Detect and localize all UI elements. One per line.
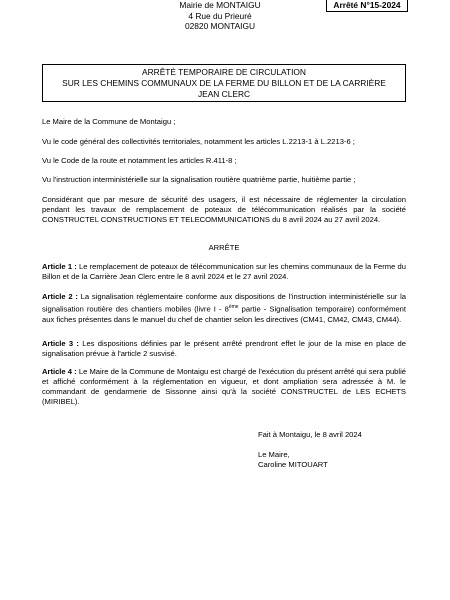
paragraph-considerant: Considérant que par mesure de sécurité des usagers, il est nécessaire de réglementer la circulation pendant les travaux de remplacement de poteaux de télécommunication réalisés par la société CONSTRUCTEL CONSTRUCTIONS ET TELECOMMUNICATIONS du 8 avril 2024 au 27 avril 2024. xyxy=(42,195,406,224)
title-line-2: SUR LES CHEMINS COMMUNAUX DE LA FERME DU BILLON ET DE LA CARRIÈRE xyxy=(62,78,386,88)
paragraph-vu-instruction: Vu l'instruction interministérielle sur la signalisation routière quatrième partie, huitième partie ; xyxy=(42,175,356,184)
signature-name: Caroline MITOUART xyxy=(258,460,328,469)
article-2-label: Article 2 : xyxy=(42,292,78,301)
article-4 xyxy=(42,367,406,407)
arrete-reference: Arrêté N°15-2024 xyxy=(326,0,408,12)
document-title-box xyxy=(42,64,406,102)
article-2-superscript: ème xyxy=(228,304,239,310)
article-2-text-b: partie - Signalisation temporaire) conformément aux fiches présentes dans le manuel du chef de chantier selon les directives (CM41, CM42, CM43, CM44). xyxy=(42,304,406,324)
paragraph-maire: Le Maire de la Commune de Montaigu ; xyxy=(42,117,176,126)
article-1 xyxy=(42,262,406,282)
signature-place-date: Fait à Montaigu, le 8 avril 2024 xyxy=(258,430,362,439)
article-4-label: Article 4 : xyxy=(42,367,77,376)
mairie-street: 4 Rue du Prieuré xyxy=(188,10,252,21)
article-3-label: Article 3 : xyxy=(42,339,79,348)
title-line-3: JEAN CLERC xyxy=(197,89,251,99)
title-line-1: ARRÊTÉ TEMPORAIRE DE CIRCULATION xyxy=(142,67,306,77)
paragraph-vu-cgct: Vu le code général des collectivités territoriales, notamment les articles L.2213-1 à L.2213-6 ; xyxy=(42,137,355,146)
article-3 xyxy=(42,339,406,359)
mairie-address xyxy=(150,0,290,32)
mairie-name: Mairie de MONTAIGU xyxy=(179,0,261,10)
mairie-city: 02820 MONTAIGU xyxy=(184,21,256,31)
article-1-text: Le remplacement de poteaux de télécommunication sur les chemins communaux de la Ferme du Billon et de la Carrière Jean Clerc entre le 8 avril 2024 et le 27 avril 2024. xyxy=(42,262,407,281)
article-2-text-a: La signalisation réglementaire conforme aux dispositions de l'instruction interministérielle sur la signalisation routière des chantiers mobiles (livre I - 8 xyxy=(42,292,406,314)
arrete-heading: ARRÊTE xyxy=(208,243,240,252)
article-3-text: Les dispositions définies par le présent arrêté prendront effet le jour de la mise en place de signalisation prévue à l'article 2 susvisé. xyxy=(42,339,407,358)
article-2 xyxy=(42,292,406,325)
signature-title: Le Maire, xyxy=(258,450,290,459)
article-4-text: Le Maire de la Commune de Montaigu est chargé de l'exécution du présent arrêté qui sera publié et affiché conformément à la réglementation en vigueur, et dont ampliation sera adressée à M. le commandant de gendarmerie de Sissonne ainsi qu'à la société CONSTRUCTEL de LES ECHETS (MIRIBEL). xyxy=(42,367,406,406)
article-1-label: Article 1 : xyxy=(42,262,77,271)
paragraph-vu-code-route: Vu le Code de la route et notamment les articles R.411-8 ; xyxy=(42,156,237,165)
